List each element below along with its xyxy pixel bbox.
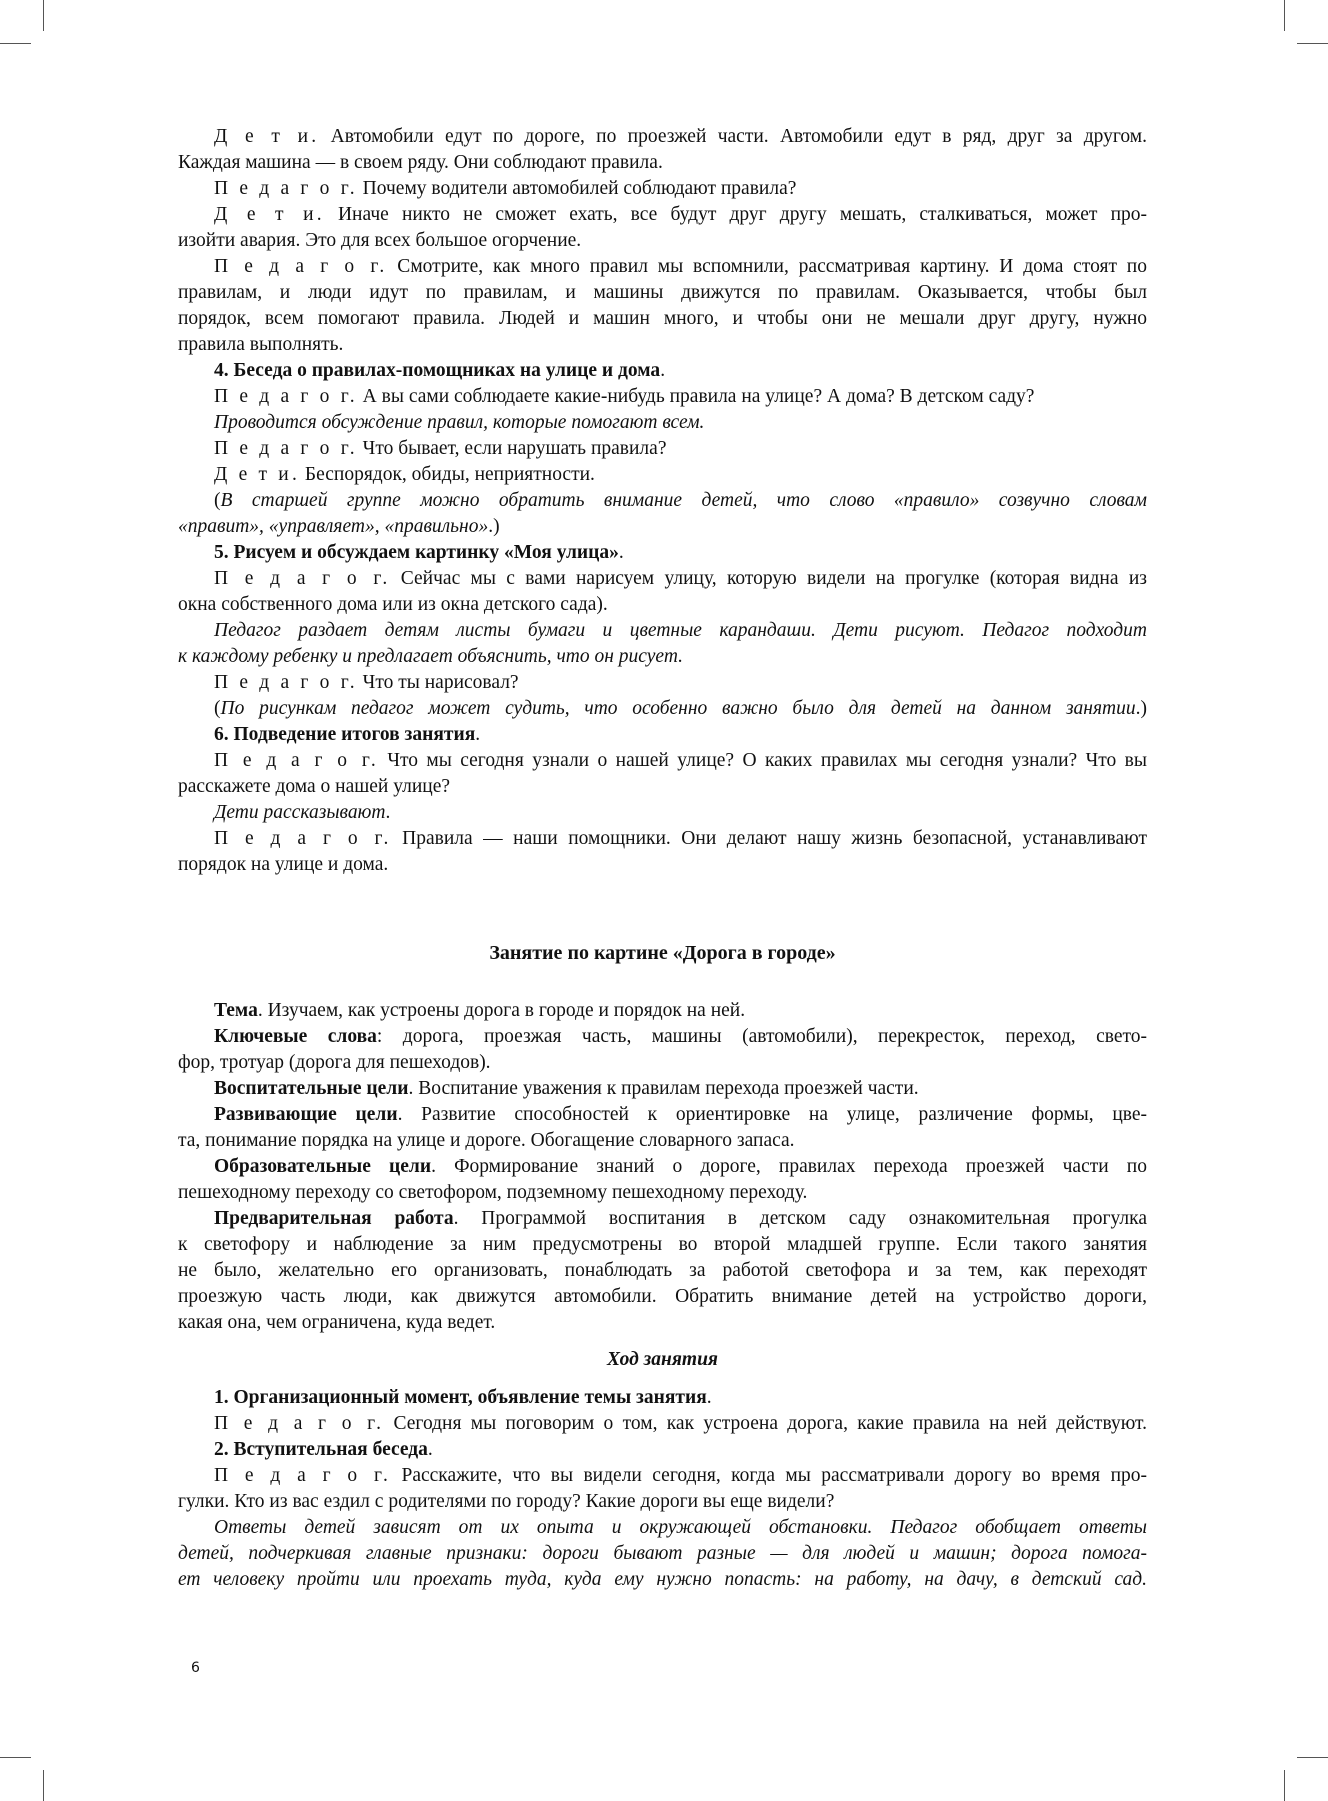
text-line <box>178 1180 1147 1206</box>
italic-note: В старшей группе можно обратить внимание детей, что слово «правило» созвучно словам <box>220 490 1147 511</box>
text-line <box>178 1541 1147 1567</box>
speaker-label: П е д а г о г. <box>214 568 391 589</box>
italic-note: По рисункам педагог может судить, что особенно важно было для детей на данном занятии <box>220 698 1136 719</box>
text-line <box>178 358 1147 384</box>
crop-mark-tr-v <box>1284 0 1285 31</box>
text-line <box>178 228 1147 254</box>
text-line <box>178 1128 1147 1154</box>
text-line <box>178 1284 1147 1310</box>
section-title-text: Занятие по картине «Дорога в городе» <box>489 942 836 964</box>
text-line <box>178 1463 1147 1489</box>
text-line <box>178 1154 1147 1180</box>
text-span: та, понимание порядка на улице и дороге. Обогащение словарного запаса. <box>178 1130 795 1151</box>
text-line <box>178 1232 1147 1258</box>
text-span: . Развитие способностей к ориентировке на улице, различение формы, цве- <box>397 1104 1147 1125</box>
text-span: . <box>475 724 481 745</box>
text-span: ( <box>214 698 221 719</box>
text-line <box>178 1102 1147 1128</box>
text-span: Сейчас мы с вами нарисуем улицу, которую видели на прогулке (которая видна из <box>390 568 1147 589</box>
text-line <box>178 1024 1147 1050</box>
text-line <box>178 254 1147 280</box>
text-line <box>178 592 1147 618</box>
speaker-label: П е д а г о г. <box>214 438 358 459</box>
text-line <box>178 748 1147 774</box>
italic-note: Дети рассказывают <box>214 802 386 823</box>
text-span: Смотрите, как много правил мы вспомнили, рассматривая картину. И дома стоят по <box>387 256 1147 277</box>
text-line <box>178 1515 1147 1541</box>
text-span: ( <box>214 490 221 511</box>
subsection-title-text: Ход занятия <box>607 1349 718 1370</box>
text-line <box>178 800 1147 826</box>
text-line <box>178 826 1147 852</box>
text-line <box>178 280 1147 306</box>
text-span: . Программой воспитания в детском саду ознакомительная прогулка <box>453 1208 1147 1229</box>
text-span: гулки. Кто из вас ездил с родителями по городу? Какие дороги вы еще видели? <box>178 1491 835 1512</box>
text-line <box>178 670 1147 696</box>
crop-mark-br-v <box>1284 1770 1285 1801</box>
speaker-label: Д е т и. <box>214 126 320 147</box>
text-line <box>178 852 1147 878</box>
text-line <box>178 1437 1147 1463</box>
text-line <box>178 436 1147 462</box>
text-span: Беспорядок, обиды, неприятности. <box>300 464 595 485</box>
text-line <box>178 1489 1147 1515</box>
text-span: . <box>427 1439 433 1460</box>
text-span: . Формирование знаний о дороге, правилах перехода проезжей части по <box>431 1156 1147 1177</box>
bold-heading: 2. Вступительная беседа <box>214 1439 428 1460</box>
speaker-label: Д е т и. <box>214 204 325 225</box>
text-line <box>178 124 1147 150</box>
text-span: проезжую часть люди, как движутся автомобили. Обратить внимание детей на устройство дороги, <box>178 1286 1147 1307</box>
text-span: правилам, и люди идут по правилам, и машины движутся по правилам. Оказывается, чтобы был <box>178 282 1147 303</box>
text-span: А вы сами соблюдаете какие-нибудь правила на улице? А дома? В детском саду? <box>357 386 1035 407</box>
italic-note: к каждому ребенку и предлагает объяснить, что он рисует. <box>178 646 684 667</box>
text-line <box>178 514 1147 540</box>
text-line <box>178 1310 1147 1336</box>
text-span: правила выполнять. <box>178 334 344 355</box>
text-span: Правила — наши помощники. Они делают нашу жизнь безопасной, устанавливают <box>391 828 1147 849</box>
speaker-label: П е д а г о г. <box>214 386 358 407</box>
text-span: . Воспитание уважения к правилам перехода проезжей части. <box>408 1078 919 1099</box>
crop-mark-tl-v <box>43 0 44 31</box>
text-line <box>178 1258 1147 1284</box>
text-line <box>178 176 1147 202</box>
crop-mark-tl-h <box>0 43 31 44</box>
bold-heading: 6. Подведение итогов занятия <box>214 724 476 745</box>
bold-heading: Развивающие цели <box>214 1104 398 1125</box>
text-span: окна собственного дома или из окна детского сада). <box>178 594 608 615</box>
bold-heading: 1. Организационный момент, объявление темы занятия <box>214 1387 707 1408</box>
page-number: 6 <box>191 1660 200 1676</box>
text-line <box>178 1385 1147 1411</box>
crop-mark-tr-h <box>1297 43 1328 44</box>
text-span: : дорога, проезжая часть, машины (автомобили), перекресток, переход, свето- <box>376 1026 1147 1047</box>
bold-heading: Образовательные цели <box>214 1156 432 1177</box>
body-text-block-1 <box>178 124 1147 878</box>
text-span: . <box>385 802 391 823</box>
italic-note: ет человеку пройти или проехать туда, куда ему нужно попасть: на работу, на дачу, в детский сад. <box>178 1569 1147 1590</box>
text-span: пешеходному переходу со светофором, подземному пешеходному переходу. <box>178 1182 808 1203</box>
text-line <box>178 306 1147 332</box>
text-line <box>178 1411 1147 1437</box>
speaker-label: П е д а г о г. <box>214 1465 392 1486</box>
italic-note: Проводится обсуждение правил, которые помогают всем. <box>214 412 705 433</box>
text-line <box>178 644 1147 670</box>
crop-mark-br-h <box>1297 1757 1328 1758</box>
text-line <box>178 1050 1147 1076</box>
text-span: .) <box>1135 698 1147 719</box>
text-line <box>178 1567 1147 1593</box>
text-span: Каждая машина — в своем ряду. Они соблюдают правила. <box>178 152 663 173</box>
text-span: . <box>618 542 624 563</box>
text-line <box>178 998 1147 1024</box>
bold-heading: Предварительная работа <box>214 1208 454 1229</box>
text-span: фор, тротуар (дорога для пешеходов). <box>178 1052 491 1073</box>
bold-heading: 4. Беседа о правилах-помощниках на улице и дома <box>214 360 661 381</box>
text-span: какая она, чем ограничена, куда ведет. <box>178 1312 496 1333</box>
bold-heading: Воспитательные цели <box>214 1078 409 1099</box>
speaker-label: П е д а г о г. <box>214 750 379 771</box>
text-line <box>178 150 1147 176</box>
italic-note: детей, подчеркивая главные признаки: дороги бывают разные — для людей и машин; дорога помога- <box>178 1543 1147 1564</box>
text-span: к светофору и наблюдение за ним предусмотрены во второй младшей группе. Если такого занятия <box>178 1234 1147 1255</box>
text-span: Что бывает, если нарушать правила? <box>357 438 667 459</box>
text-span: Иначе никто не сможет ехать, все будут друг другу мешать, сталкиваться, может про- <box>324 204 1148 225</box>
section-title <box>178 940 1147 966</box>
speaker-label: П е д а г о г. <box>214 672 358 693</box>
subsection-title <box>178 1347 1147 1373</box>
speaker-label: П е д а г о г. <box>214 828 392 849</box>
crop-mark-bl-v <box>43 1770 44 1801</box>
bold-heading: Ключевые слова <box>214 1026 377 1047</box>
text-line <box>178 722 1147 748</box>
text-span: .) <box>488 516 500 537</box>
text-span: Почему водители автомобилей соблюдают правила? <box>357 178 797 199</box>
text-line <box>178 384 1147 410</box>
text-span: Что мы сегодня узнали о нашей улице? О каких правилах мы сегодня узнали? Что вы <box>378 750 1147 771</box>
bold-heading: 5. Рисуем и обсуждаем картинку «Моя улица» <box>214 542 619 563</box>
text-span: порядок на улице и дома. <box>178 854 389 875</box>
text-line <box>178 618 1147 644</box>
text-line <box>178 1206 1147 1232</box>
text-line <box>178 566 1147 592</box>
bold-heading: Тема <box>214 1000 258 1021</box>
text-span: Расскажите, что вы видели сегодня, когда мы рассматривали дорогу во время про- <box>391 1465 1147 1486</box>
text-line <box>178 410 1147 436</box>
speaker-label: П е д а г о г. <box>214 1413 385 1434</box>
crop-mark-bl-h <box>0 1757 31 1758</box>
text-span: . <box>660 360 666 381</box>
text-line <box>178 540 1147 566</box>
text-line <box>178 332 1147 358</box>
text-line <box>178 696 1147 722</box>
text-line <box>178 488 1147 514</box>
body-text-block-3 <box>178 1385 1147 1593</box>
text-span: расскажете дома о нашей улице? <box>178 776 451 797</box>
text-line <box>178 462 1147 488</box>
text-span: порядок, всем помогают правила. Людей и машин много, и чтобы они не мешали друг другу, нужно <box>178 308 1147 329</box>
italic-note: Ответы детей зависят от их опыта и окружающей обстановки. Педагог обобщает ответы <box>214 1517 1147 1538</box>
text-span: не было, желательно его организовать, понаблюдать за работой светофора и за тем, как переходят <box>178 1260 1147 1281</box>
text-line <box>178 774 1147 800</box>
speaker-label: П е д а г о г. <box>214 178 358 199</box>
text-line <box>178 202 1147 228</box>
speaker-label: П е д а г о г. <box>214 256 388 277</box>
italic-note: Педагог раздает детям листы бумаги и цветные карандаши. Дети рисуют. Педагог подходит <box>214 620 1147 641</box>
speaker-label: Д е т и. <box>214 464 301 485</box>
italic-note: «правит», «управляет», «правильно» <box>178 516 489 537</box>
text-span: изойти авария. Это для всех большое огорчение. <box>178 230 582 251</box>
text-span: Сегодня мы поговорим о том, как устроена дорога, какие правила на ней действуют. <box>384 1413 1147 1434</box>
text-line <box>178 1076 1147 1102</box>
body-text-block-2 <box>178 998 1147 1336</box>
text-span: Автомобили едут по дороге, по проезжей части. Автомобили едут в ряд, друг за другом. <box>319 126 1147 147</box>
text-span: Что ты нарисовал? <box>357 672 519 693</box>
text-span: . <box>706 1387 712 1408</box>
text-span: . Изучаем, как устроены дорога в городе и порядок на ней. <box>257 1000 746 1021</box>
